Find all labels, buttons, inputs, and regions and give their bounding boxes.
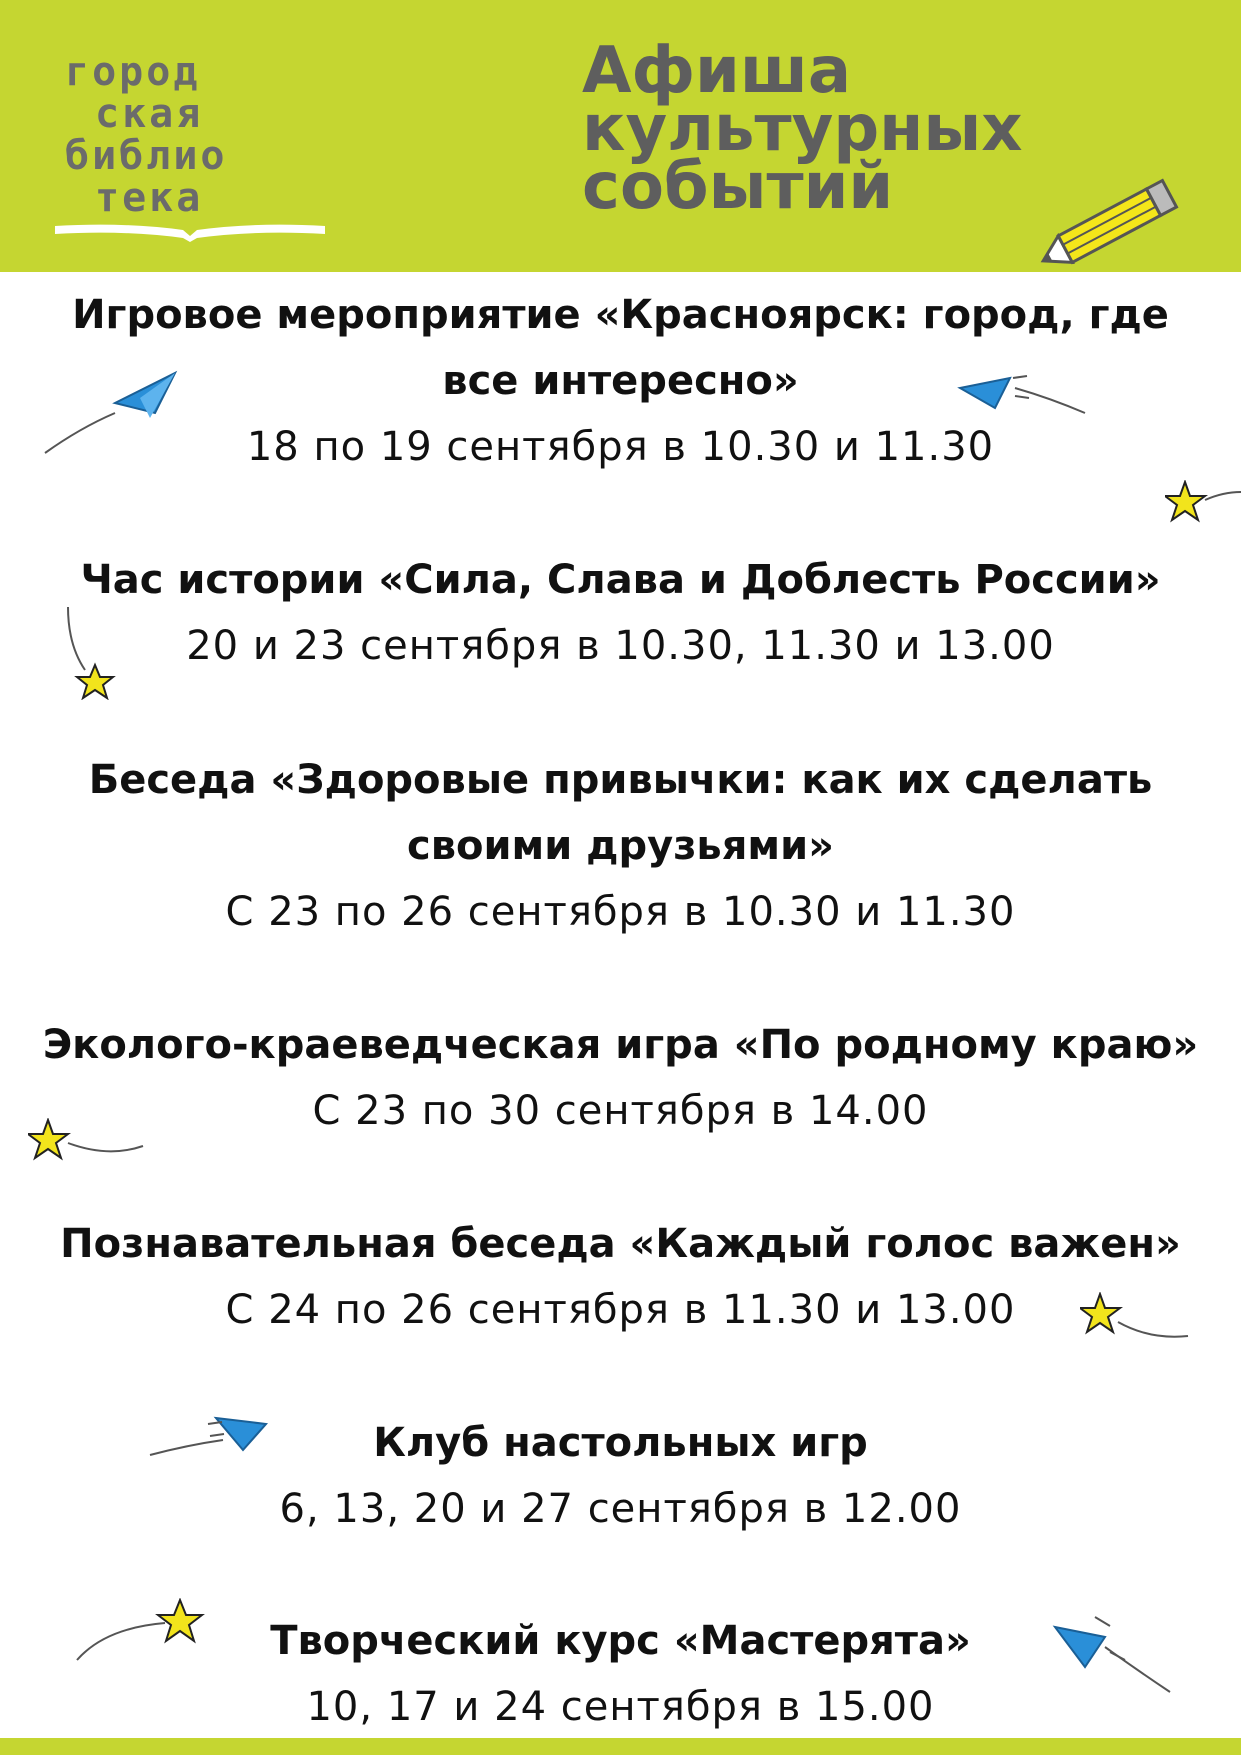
book-icon	[55, 222, 325, 242]
event-date: С 23 по 26 сентября в 10.30 и 11.30	[225, 889, 1016, 935]
event-title: Познавательная беседа «Каждый голос важен»	[60, 1221, 1181, 1267]
event-item	[40, 1410, 1201, 1542]
event-item	[40, 747, 1201, 945]
pencil-icon	[1025, 178, 1190, 270]
event-title: Час истории «Сила, Слава и Доблесть России»	[80, 557, 1161, 603]
event-item	[40, 1608, 1201, 1740]
title-line: событий	[582, 150, 894, 224]
event-title: Беседа «Здоровые привычки: как их сделать своими друзьями»	[88, 757, 1153, 869]
event-date: С 23 по 30 сентября в 14.00	[312, 1088, 929, 1134]
event-title: Творческий курс «Мастерята»	[270, 1618, 971, 1664]
event-item	[40, 547, 1201, 679]
event-date: 6, 13, 20 и 27 сентября в 12.00	[279, 1486, 962, 1532]
library-logo	[55, 50, 335, 250]
page-title	[582, 34, 1023, 224]
event-item	[40, 1012, 1201, 1144]
title-line: Афиша	[582, 34, 852, 108]
logo-line: ская	[95, 91, 204, 137]
event-title: Клуб настольных игр	[373, 1420, 868, 1466]
title-line: культурных	[582, 92, 1023, 166]
event-title: Эколого-краеведческая игра «По родному краю»	[42, 1022, 1199, 1068]
event-date: 20 и 23 сентября в 10.30, 11.30 и 13.00	[186, 623, 1055, 669]
logo-line: библио	[65, 133, 228, 179]
header-banner	[0, 0, 1241, 272]
logo-line: тека	[95, 175, 204, 221]
footer-bar	[0, 1738, 1241, 1755]
event-date: С 24 по 26 сентября в 11.30 и 13.00	[225, 1287, 1016, 1333]
event-item	[40, 282, 1201, 480]
event-date: 18 по 19 сентября в 10.30 и 11.30	[246, 424, 995, 470]
event-date: 10, 17 и 24 сентября в 15.00	[306, 1684, 935, 1730]
logo-line: город	[65, 49, 201, 95]
event-item	[40, 1211, 1201, 1343]
event-title: Игровое мероприятие «Красноярск: город, где все интересно»	[72, 292, 1169, 404]
star-icon	[1165, 480, 1241, 530]
